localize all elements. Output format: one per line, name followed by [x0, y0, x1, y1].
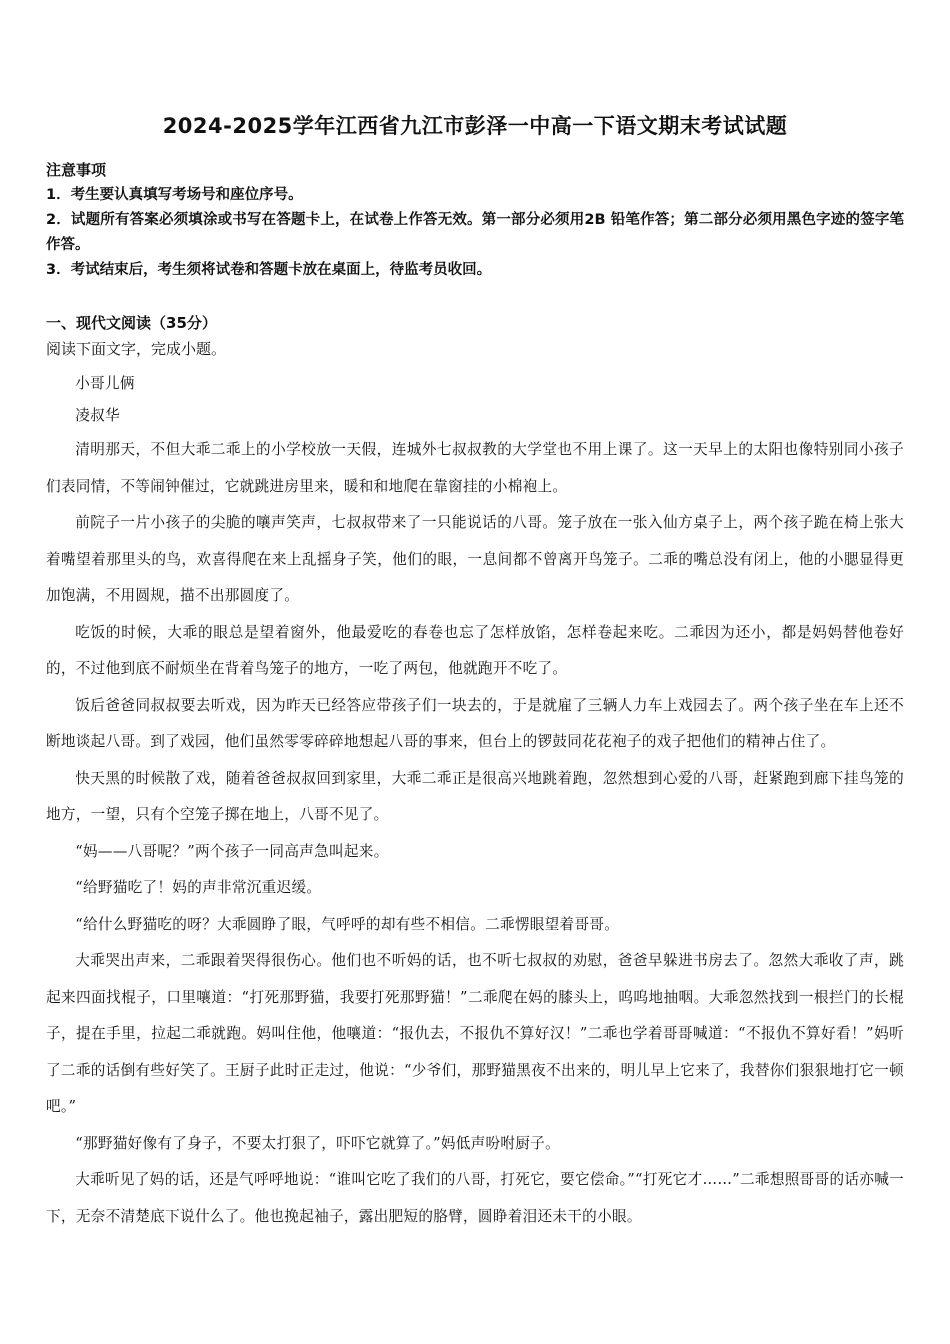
- story-paragraph-5: 快天黑的时候散了戏，随着爸爸叔叔回到家里，大乖二乖正是很高兴地跳着跑，忽然想到心爱的八哥，赶紧跑到廊下挂鸟笼的地方，一望，只有个空笼子掷在地上，八哥不见了。: [46, 769, 904, 823]
- section-instruction: 阅读下面文字，完成小题。: [46, 340, 227, 358]
- story-paragraph-1: 清明那天，不但大乖二乖上的小学校放一天假，连城外七叔叔教的大学堂也不用上课了。这一天早上的太阳也像特别同小孩子们表同情，不等闹钟催过，它就跳进房里来，暖和和地爬在靠窗挂的小棉袍上。: [46, 441, 904, 495]
- story-paragraph-7: “给野猫吃了！妈的声非常沉重迟缓。: [75, 879, 322, 896]
- section-heading: 一、现代文阅读（35分）: [46, 314, 217, 332]
- note-item-2: 2．试题所有答案必须填涂或书写在答题卡上，在试卷上作答无效。第一部分必须用2B 铅笔作答；第二部分必须用黑色字迹的签字笔作答。: [46, 212, 904, 253]
- page-title: 2024-2025学年江西省九江市彭泽一中高一下语文期末考试试题: [162, 114, 788, 138]
- story-title: 小哥儿俩: [75, 375, 135, 392]
- story-paragraph-4: 饭后爸爸同叔叔要去听戏，因为昨天已经答应带孩子们一块去的，于是就雇了三辆人力车上戏园去了。两个孩子坐在车上还不断地谈起八哥。到了戏园，他们虽然零零碎碎地想起八哥的事来，但台上的锣鼓同花花袍子的戏子把他们的精神占住了。: [46, 696, 904, 750]
- note-item-3: 3．考试结束后，考生须将试卷和答题卡放在桌面上，待监考员收回。: [46, 262, 492, 278]
- note-item-1: 1．考生要认真填写考场号和座位序号。: [46, 187, 303, 203]
- story-paragraph-8: “给什么野猫吃的呀？大乖圆睁了眼，气呼呼的却有些不相信。二乖愣眼望着哥哥。: [75, 915, 620, 933]
- story-paragraph-6: “妈——八哥呢？”两个孩子一同高声急叫起来。: [75, 842, 389, 860]
- story-paragraph-3: 吃饭的时候，大乖的眼总是望着窗外，他最爱吃的春卷也忘了怎样放馅，怎样卷起来吃。二乖因为还小，都是妈妈替他卷好的，不过他到底不耐烦坐在背着鸟笼子的地方，一吃了两包，他就跑开不吃了。: [46, 623, 904, 677]
- story-paragraph-10: “那野猫好像有了身子，不要太打狠了，吓吓它就算了。”妈低声吩咐厨子。: [75, 1134, 561, 1152]
- notes-block: [46, 158, 904, 283]
- story-paragraph-9: 大乖哭出声来，二乖跟着哭得很伤心。他们也不听妈的话，也不听七叔叔的劝慰，爸爸早躲进书房去了。忽然大乖收了声，跳起来四面找棍子，口里嚷道：“打死那野猫，我要打死那野猫！”二乖爬在妈的膝头上，呜呜地抽咽。大乖忽然找到一根拦门的长棍子，提在手里，拉起二乖就跑。妈叫住他，他嚷道：“报仇去，不报仇不算好汉！”二乖也学着哥哥喊道：“不报仇不算好看！”妈听了二乖的话倒有些好笑了。王厨子此时正走过，他说：“少爷们，那野猫黑夜不出来的，明儿早上它来了，我替你们狠狠地打它一顿吧。”: [46, 952, 904, 1115]
- story-paragraph-2: 前院子一片小孩子的尖脆的嚷声笑声，七叔叔带来了一只能说话的八哥。笼子放在一张入仙方桌子上，两个孩子跪在椅上张大着嘴望着那里头的鸟，欢喜得爬在来上乱摇身子笑，他们的眼，一息间都不曾离开鸟笼子。二乖的嘴总没有闭上，他的小腮显得更加饱满，不用圆规，描不出那圆度了。: [46, 514, 904, 604]
- reading-passage: [46, 368, 904, 1235]
- story-paragraph-11: 大乖听见了妈的话，还是气呼呼地说：“谁叫它吃了我们的八哥，打死它，要它偿命。”“打死它才……”二乖想照哥哥的话亦喊一下，无奈不清楚底下说什么了。他也挽起袖子，露出肥短的胳臂，圆睁着泪还未干的小眼。: [46, 1171, 904, 1225]
- notes-heading: 注意事项: [46, 161, 107, 179]
- story-author: 凌叔华: [75, 407, 120, 424]
